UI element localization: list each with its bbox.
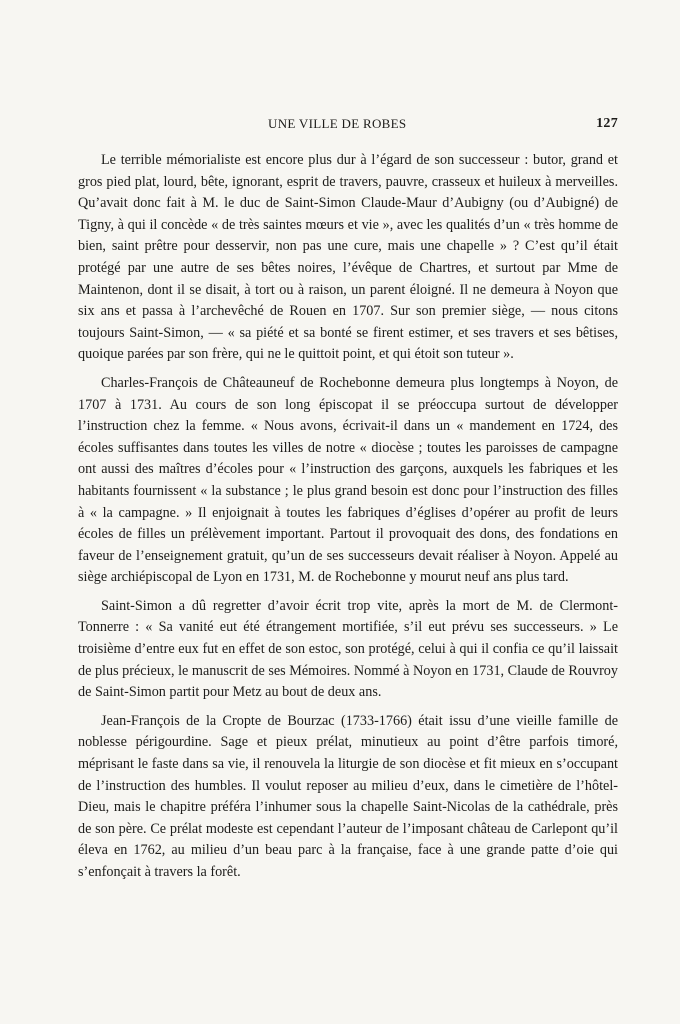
page-number: 127 xyxy=(596,116,618,131)
paragraph-4: Jean-François de la Cropte de Bourzac (1733-1766) était issu d’une vieille famille de noblesse périgourdine. Sage et pieux prélat, minutieux au point d’être parfois timoré, méprisant le faste dans sa vie, il renouvela la liturgie de son diocèse et fit mieux en s’occupant de l’instruction des humbles. Il voulut reposer au milieu d’eux, dans le cimetière de l’hôtel-Dieu, mais le chapitre préféra l’inhumer sous la chapelle Saint-Nicolas de la cathédrale, près de son père. Ce prélat modeste est cependant l’auteur de l’imposant château de Carlepont qu’il éleva en 1762, au milieu d’un beau parc à la française, face à une grande patte d’oie qui s’enfonçait à travers la forêt. xyxy=(78,712,618,880)
paragraph-2: Charles-François de Châteauneuf de Rochebonne demeura plus longtemps à Noyon, de 1707 à 1731. Au cours de son long épiscopat il se préoccupa surtout de développer l’instruction chez la femme. « Nous avons, écrivait-il dans un « mandement en 1724, des écoles suffisantes dans toutes les villes de notre « diocèse ; toutes les paroisses de campagne ont aussi des maîtres d’écoles pour « l’instruction des garçons, auxquels les fabriques et les habitants fournissent « la substance ; le plus grand besoin est donc pour l’instruction des filles à « la campagne. » Il enjoignait à toutes les fabriques d’églises d’opérer au profit de leurs écoles de filles un prélèvement important. Partout il provoquait des dons, des fondations en faveur de l’enseignement gratuit, qu’un de ses successeurs devait réaliser à Noyon. Appelé au siège archiépiscopal de Lyon en 1731, M. de Rochebonne y mourut neuf ans plus tard. xyxy=(78,374,618,586)
running-title: UNE VILLE DE ROBES xyxy=(268,116,407,131)
paragraph-3: Saint-Simon a dû regretter d’avoir écrit trop vite, après la mort de M. de Clermont-Tonnerre : « Sa vanité eut été étrangement mortifiée, s’il eut prévu ses successeurs. » Le troisième d’entre eux fut en effet de son estoc, son protégé, celui à qui il confia ce qu’il laissait de plus précieux, le manuscrit de ses Mémoires. Nommé à Noyon en 1731, Claude de Rouvroy de Saint-Simon partit pour Metz au bout de deux ans. xyxy=(78,597,618,701)
body-text xyxy=(78,150,618,891)
running-head xyxy=(78,116,618,134)
paragraph-1: Le terrible mémorialiste est encore plus dur à l’égard de son successeur : butor, grand et gros pied plat, lourd, bête, ignorant, esprit de travers, pauvre, crasseux et huileux à merveilles. Qu’avait donc fait à M. le duc de Saint-Simon Claude-Maur d’Aubigny (ou d’Aubigné) de Tigny, à qui il concède « de très saintes mœurs et vie », avec les qualités d’un « très homme de bien, saint prêtre pour desservir, non pas une cure, mais une chapelle » ? C’est qu’il était protégé par une autre de ses bêtes noires, l’évêque de Chartres, et surtout par Mme de Maintenon, dont il se disait, à tort ou à raison, un parent éloigné. Il ne demeura à Noyon que six ans et passa à l’archevêché de Rouen en 1707. Sur son premier siège, — nous citons toujours Saint-Simon, — « sa piété et sa bonté se firent estimer, et ses travers et ses bêtises, quoique parées par son frère, qui ne le quittoit point, et qui étoit son tuteur ». xyxy=(78,152,618,363)
